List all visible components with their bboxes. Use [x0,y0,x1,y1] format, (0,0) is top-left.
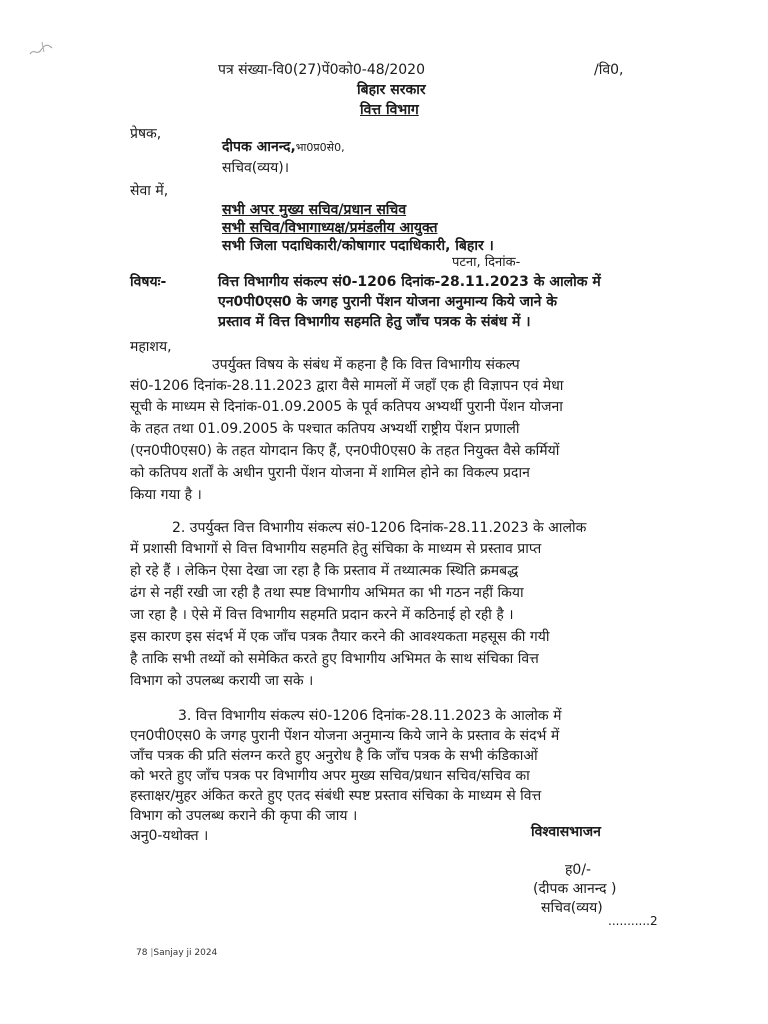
subject-line-1: वित्त विभागीय संकल्प सं0-1206 दिनांक-28.11.2023 के आलोक में [218,274,601,290]
paragraph-2-line-2: में प्रशासी विभागों से वित्त विभागीय सहमति हेतु संचिका के माध्यम से प्रस्ताव प्राप्त [130,541,542,557]
recipient-line-2: सभी सचिव/विभागाध्यक्ष/प्रमंडलीय आयुक्त [222,220,438,236]
government-name: बिहार सरकार [357,82,426,98]
recipient-line-1: सभी अपर मुख्य सचिव/प्रधान सचिव [222,202,407,218]
department-name: वित्त विभाग [360,102,419,118]
recipient-line-3: सभी जिला पदाधिकारी/कोषागार पदाधिकारी, बिहार । [222,238,494,254]
paragraph-1-line-5: (एन0पी0एस0) के तहत योगदान किए हैं, एन0पी0एस0 के तहत नियुक्त वैसे कर्मियों [130,443,560,459]
footer-page-number: 78 [136,948,148,958]
paragraph-3-line-1: 3. वित्त विभागीय संकल्प सं0-1206 दिनांक-28.11.2023 के आलोक में [178,708,562,724]
paragraph-3-line-5: हस्ताक्षर/मुहर अंकित करते हुए एतद संबंधी स्पष्ट प्रस्ताव संचिका के माध्यम से वित्त [130,788,542,804]
paragraph-2-line-3: हो रहे हैं । लेकिन ऐसा देखा जा रहा है कि प्रस्ताव में तथ्यात्मक स्थिति क्रमबद्ध [130,563,519,579]
sender-label: प्रेषक, [130,126,162,142]
enclosure-note: अनु0-यथोक्त । [130,828,209,844]
place-date: पटना, दिनांक- [452,255,521,270]
paragraph-2-line-8: विभाग को उपलब्ध करायी जा सके । [130,673,314,689]
valediction: विश्वासभाजन [531,824,601,840]
paragraph-1-line-2: सं0-1206 दिनांक-28.11.2023 द्वारा वैसे मामलों में जहाँ एक ही विज्ञापन एवं मेधा [130,378,564,394]
paragraph-3-line-2: एन0पी0एस0 के जगह पुरानी पेंशन योजना अनुमान्य किये जाने के प्रस्ताव के संदर्भ में [130,728,560,744]
paragraph-2-line-4: ढंग से नहीं रखी जा रही है तथा स्पष्ट विभागीय अभिमत का भी गठन नहीं किया [130,585,524,601]
reference-number: पत्र संख्या-वि0(27)पें0को0-48/2020 [218,62,425,78]
margin-scribble-mark [28,36,62,60]
page-continuation: ...........2 [608,914,658,928]
footer-credit: Sanjay ji 2024 [153,948,218,958]
reference-suffix: /वि0, [594,62,624,78]
paragraph-3-line-6: विभाग को उपलब्ध कराने की कृपा की जाय । [130,808,358,824]
signatory-designation: सचिव(व्यय) [541,900,603,916]
subject-label: विषयः- [130,274,167,290]
recipients-label: सेवा में, [130,183,169,199]
sender-name: दीपक आनन्द, [222,139,296,155]
paragraph-3-line-3: जाँच पत्रक की प्रति संलग्न करते हुए अनुरोध है कि जाँच पत्रक के सभी कंडिकाओं [130,748,538,764]
page-footer [136,948,217,958]
signature-mark: ह0/- [565,862,592,878]
paragraph-1-line-4: के तहत तथा 01.09.2005 के पश्चात कतिपय अभ्यर्थी राष्ट्रीय पेंशन प्रणाली [130,421,520,437]
subject-line-2: एन0पी0एस0 के जगह पुरानी पेंशन योजना अनुमान्य किये जाने के [218,294,558,310]
paragraph-2-line-6: इस कारण इस संदर्भ में एक जाँच पत्रक तैयार करने की आवश्यकता महसूस की गयी [130,629,550,645]
footer-separator: | [150,948,154,958]
paragraph-2-line-1: 2. उपर्युक्त वित्त विभागीय संकल्प सं0-1206 दिनांक-28.11.2023 के आलोक [172,520,587,536]
signatory-name: (दीपक आनन्द ) [533,881,617,897]
paragraph-2-line-7: है ताकि सभी तथ्यों को समेकित करते हुए विभागीय अभिमत के साथ संचिका वित्त [130,651,539,667]
paragraph-1-line-7: किया गया है । [130,487,202,503]
salutation: महाशय, [130,339,172,355]
paragraph-2-line-5: जा रहा है । ऐसे में वित्त विभागीय सहमति प्रदान करने में कठिनाई हो रही है । [130,607,514,623]
paragraph-1-line-1: उपर्युक्त विषय के संबंध में कहना है कि वित्त विभागीय संकल्प [212,357,520,373]
paragraph-1-line-3: सूची के माध्यम से दिनांक-01.09.2005 के पूर्व कतिपय अभ्यर्थी पुरानी पेंशन योजना [130,399,563,415]
sender-designation: सचिव(व्यय)। [222,160,290,176]
sender-line [222,137,345,156]
subject-line-3: प्रस्ताव में वित्त विभागीय सहमति हेतु जाँच पत्रक के संबंध में । [218,314,531,330]
sender-service: भा0प्र0से0, [295,141,345,154]
paragraph-3-line-4: को भरते हुए जाँच पत्रक पर विभागीय अपर मुख्य सचिव/प्रधान सचिव/सचिव का [130,768,530,784]
paragraph-1-line-6: को कतिपय शर्तों के अधीन पुरानी पेंशन योजना में शामिल होने का विकल्प प्रदान [130,465,530,481]
